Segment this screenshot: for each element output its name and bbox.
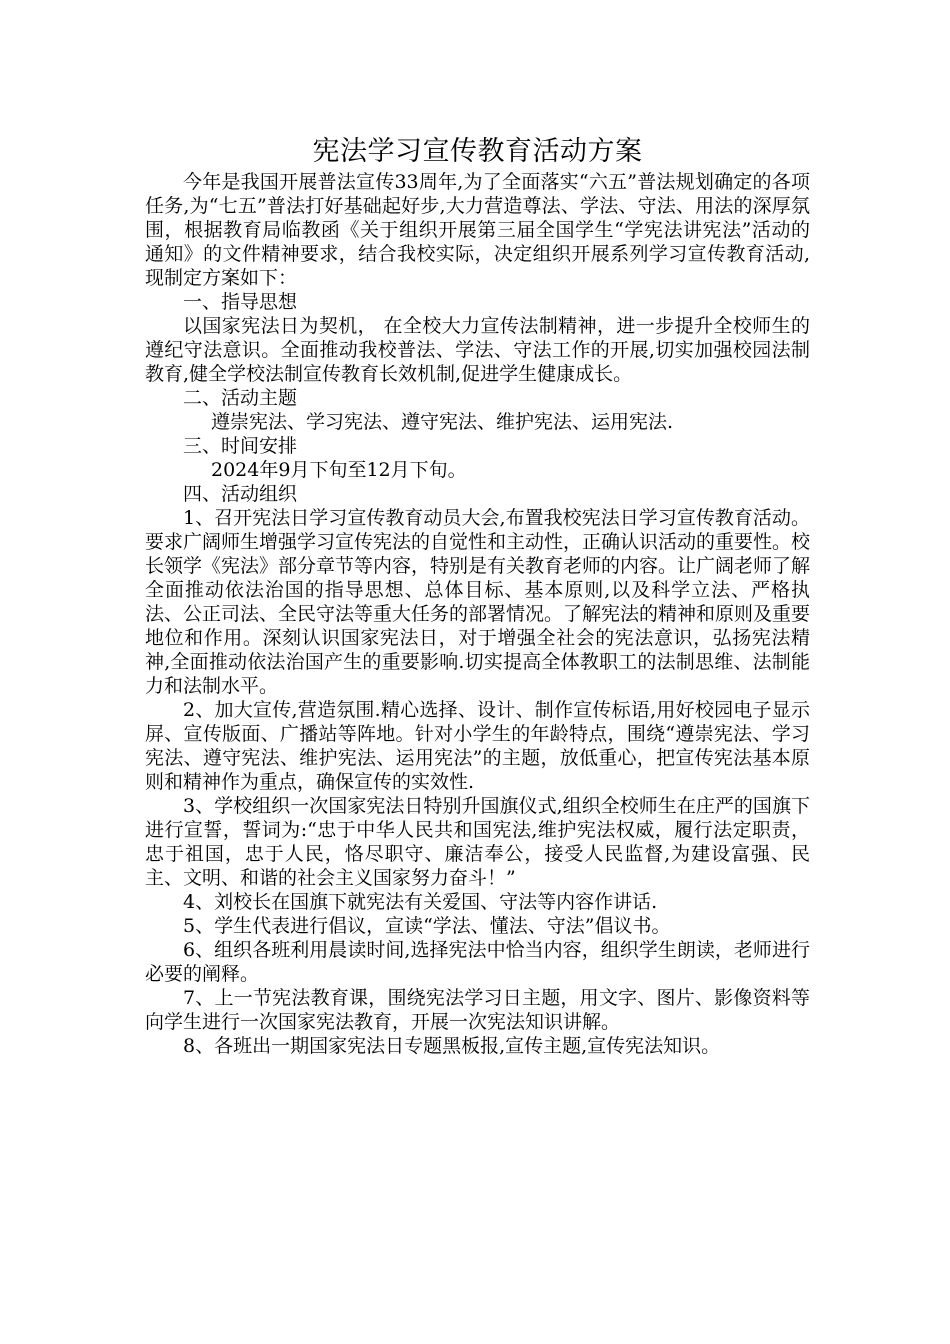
section-heading-organization: 四、活动组织 <box>183 483 298 505</box>
document-title: 宪法学习宣传教育活动方案 <box>312 136 643 167</box>
organization-item-1: 1、召开宪法日学习宣传教育动员大会,布置我校宪法日学习宣传教育活动。要求广阔师生增强学习宣传宪法的自觉性和主动性，正确认识活动的重要性。校长领学《宪法》部分章节等内容，特别是有关教育老师的内容。让广阔老师了解全面推动依法治国的指导思想、总体目标、基本原则,以及科学立法、严格执法、公正司法、全民守法等重大任务的部署情况。了解宪法的精神和原则及重要地位和作用。深刻认识国家宪法日，对于增强全社会的宪法意识，弘扬宪法精神,全面推动依法治国产生的重要影响.切实提高全体教职工的法制思维、法制能力和法制水平。 <box>145 507 811 697</box>
organization-item-2: 2、加大宣传,营造氛围.精心选择、设计、制作宣传标语,用好校园电子显示屏、宣传版面、广播站等阵地。针对小学生的年龄特点，围绕“遵崇宪法、学习宪法、遵守宪法、维护宪法、运用宪法”的主题，放低重心，把宣传宪法基本原则和精神作为重点，确保宣传的实效性. <box>145 699 810 793</box>
organization-item-5: 5、学生代表进行倡议，宣读“学法、懂法、守法”倡议书。 <box>183 915 671 937</box>
document-body <box>145 134 810 1058</box>
section-heading-theme: 二、活动主题 <box>183 387 298 409</box>
organization-item-6: 6、组织各班利用晨读时间,选择宪法中恰当内容，组织学生朗读，老师进行必要的阐释。 <box>145 939 810 985</box>
section-text-guiding: 以国家宪法日为契机， 在全校大力宣传法制精神，进一步提升全校师生的遵纪守法意识。全面推动我校普法、学法、守法工作的开展,切实加强校园法制教育,健全学校法制宣传教育长效机制,促进学生健康成长。 <box>145 315 810 385</box>
organization-item-7: 7、上一节宪法教育课，围绕宪法学习日主题，用文字、图片、影像资料等向学生进行一次国家宪法教育，开展一次宪法知识讲解。 <box>145 987 810 1033</box>
organization-item-4: 4、刘校长在国旗下就宪法有关爱国、守法等内容作讲话. <box>183 891 658 913</box>
section-text-theme: 遵崇宪法、学习宪法、遵守宪法、维护宪法、运用宪法. <box>211 411 674 433</box>
section-heading-schedule: 三、时间安排 <box>183 435 298 457</box>
section-text-schedule: 2024年9月下旬至12月下旬。 <box>211 459 467 481</box>
section-heading-guiding: 一、指导思想 <box>183 291 298 313</box>
organization-item-3: 3、学校组织一次国家宪法日特别升国旗仪式,组织全校师生在庄严的国旗下进行宣誓，誓词为:“忠于中华人民共和国宪法,维护宪法权威，履行法定职责，忠于祖国，忠于人民，恪尽职守、廉洁奉公，接受人民监督,为建设富强、民主、文明、和谐的社会主义国家努力奋斗！” <box>145 795 810 889</box>
organization-item-8: 8、各班出一期国家宪法日专题黑板报,宣传主题,宣传宪法知识。 <box>183 1035 721 1057</box>
intro-paragraph: 今年是我国开展普法宣传33周年,为了全面落实“六五”普法规划确定的各项任务,为“七五”普法打好基础起好步,大力营造尊法、学法、守法、用法的深厚氛围，根据教育局临教函《关于组织开展第三届全国学生“学宪法讲宪法”活动的通知》的文件精神要求，结合我校实际，决定组织开展系列学习宣传教育活动,现制定方案如下： <box>145 171 810 289</box>
